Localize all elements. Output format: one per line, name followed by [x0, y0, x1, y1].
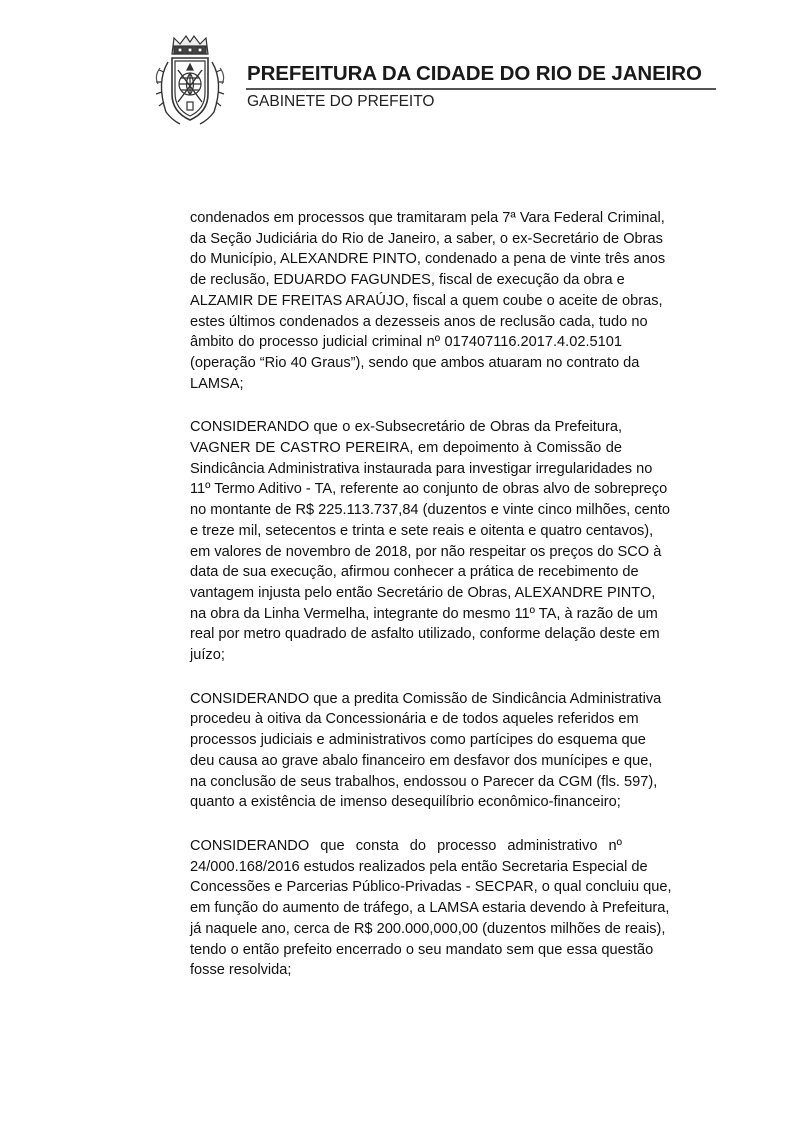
text-line: no montante de R$ 225.113.737,84 (duzentos e vinte cinco milhões, cento — [190, 502, 671, 519]
text-line: estes últimos condenados a dezesseis anos de reclusão cada, tudo no — [190, 313, 648, 330]
paragraph-convictions — [190, 208, 666, 394]
coat-of-arms-icon — [150, 32, 230, 132]
text-line: CONSIDERANDO que a predita Comissão de Sindicância Administrativa — [190, 690, 662, 707]
document-body — [190, 208, 672, 1004]
header-divider — [246, 88, 716, 90]
document-header — [0, 0, 800, 140]
text-line: procedeu à oitiva da Concessionária e de todos aqueles referidos em — [190, 711, 639, 728]
header-subtitle: GABINETE DO PREFEITO — [247, 93, 435, 110]
text-line: já naquele ano, cerca de R$ 200.000,000,00 (duzentos milhões de reais), — [190, 920, 666, 937]
text-line: da Seção Judiciária do Rio de Janeiro, a saber, o ex-Secretário de Obras — [190, 230, 663, 247]
text-line: em valores de novembro de 2018, por não respeitar os preços do SCO à — [190, 543, 662, 560]
text-line: quanto a existência de imenso desequilíbrio econômico-financeiro; — [190, 794, 621, 811]
text-line: VAGNER DE CASTRO PEREIRA, em depoimento à Comissão de — [190, 440, 622, 457]
text-line: (operação “Rio 40 Graus”), sendo que ambos atuaram no contrato da — [190, 354, 640, 371]
paragraph-considerando-processo — [190, 836, 672, 981]
text-line: real por metro quadrado de asfalto utilizado, conforme delação deste em — [190, 626, 660, 643]
text-line: juízo; — [190, 647, 225, 664]
text-line: Concessões e Parcerias Público-Privadas - SECPAR, o qual concluiu que, — [190, 879, 672, 896]
text-line: tendo o então prefeito encerrado o seu mandato sem que essa questão — [190, 941, 654, 958]
text-line: deu causa ao grave abalo financeiro em desfavor dos munícipes e que, — [190, 752, 653, 769]
paragraph-considerando-subsecretario — [190, 417, 671, 665]
text-line: e treze mil, setecentos e trinta e sete reais e oitenta e quatro centavos), — [190, 522, 654, 539]
text-line: condenados em processos que tramitaram pela 7ª Vara Federal Criminal, — [190, 210, 665, 226]
text-line: na conclusão de seus trabalhos, endossou o Parecer da CGM (fls. 597), — [190, 773, 658, 790]
text-line: de reclusão, EDUARDO FAGUNDES, fiscal de execução da obra e — [190, 272, 625, 289]
text-line: ALZAMIR DE FREITAS ARAÚJO, fiscal a quem coube o aceite de obras, — [190, 292, 663, 309]
text-line: na obra da Linha Vermelha, integrante do mesmo 11º TA, à razão de um — [190, 605, 658, 622]
text-line: 11º Termo Aditivo - TA, referente ao conjunto de obras alvo de sobrepreço — [190, 481, 668, 498]
text-line: CONSIDERANDO que consta do processo administrativo nº — [190, 837, 622, 854]
text-line: fosse resolvida; — [190, 962, 292, 979]
header-title: PREFEITURA DA CIDADE DO RIO DE JANEIRO — [247, 62, 702, 85]
text-line: LAMSA; — [190, 375, 244, 392]
text-line: data de sua execução, afirmou conhecer a prática de recebimento de — [190, 564, 639, 581]
text-line: Sindicância Administrativa instaurada para investigar irregularidades no — [190, 460, 653, 477]
text-line: do Município, ALEXANDRE PINTO, condenado a pena de vinte três anos — [190, 251, 666, 268]
text-line: 24/000.168/2016 estudos realizados pela então Secretaria Especial de — [190, 858, 648, 875]
text-line: processos judiciais e administrativos como partícipes do esquema que — [190, 732, 646, 749]
text-line: CONSIDERANDO que o ex-Subsecretário de Obras da Prefeitura, — [190, 419, 622, 436]
paragraph-considerando-comissao — [190, 689, 662, 813]
text-line: âmbito do processo judicial criminal nº 017407116.2017.4.02.5101 — [190, 334, 622, 351]
text-line: em função do aumento de tráfego, a LAMSA estaria devendo à Prefeitura, — [190, 900, 670, 917]
text-line: vantagem injusta pelo então Secretário de Obras, ALEXANDRE PINTO, — [190, 584, 656, 601]
